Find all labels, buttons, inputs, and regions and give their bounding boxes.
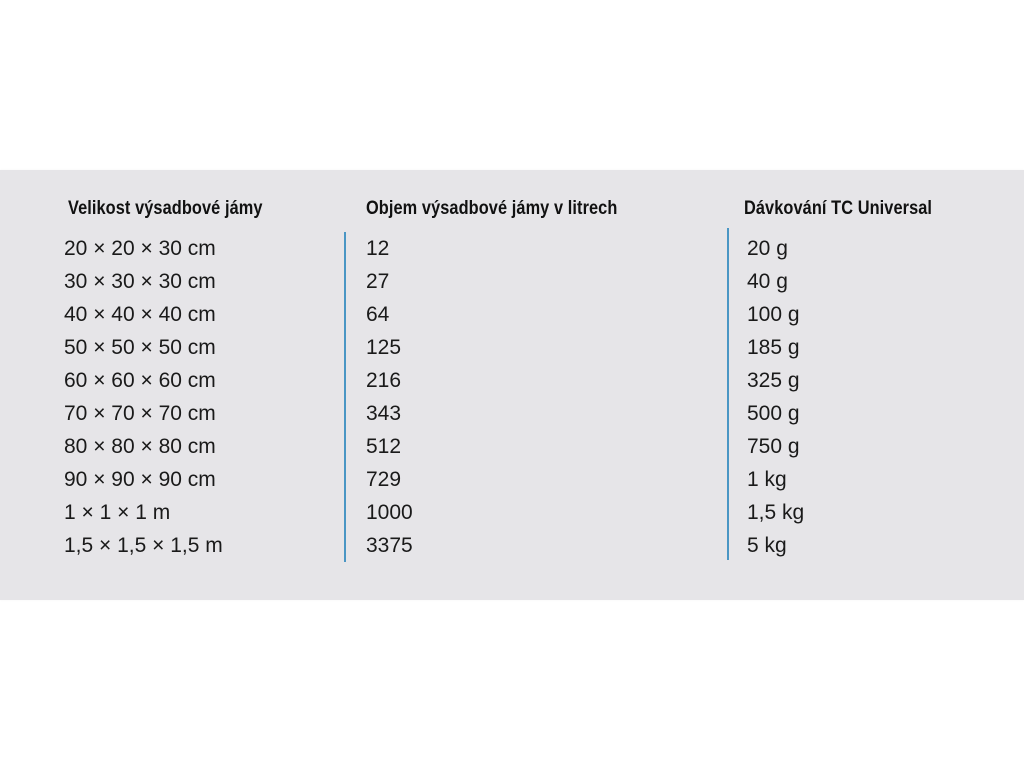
cell-volume: 729: [366, 468, 402, 491]
cell-size: 1 × 1 × 1 m: [64, 501, 171, 524]
column-dosage: [747, 232, 804, 562]
dosage-table-card: [0, 170, 1024, 600]
cell-dosage: 20 g: [747, 237, 788, 260]
cell-dosage: 100 g: [747, 303, 800, 326]
cell-size: 80 × 80 × 80 cm: [64, 435, 216, 458]
cell-size: 40 × 40 × 40 cm: [64, 303, 216, 326]
cell-volume: 343: [366, 402, 402, 425]
cell-dosage: 5 kg: [747, 534, 787, 557]
cell-dosage: 325 g: [747, 369, 800, 392]
cell-size: 90 × 90 × 90 cm: [64, 468, 216, 491]
column-pit-volume: [366, 232, 413, 562]
cell-dosage: 1 kg: [747, 468, 787, 491]
cell-dosage: 185 g: [747, 336, 800, 359]
cell-volume: 27: [366, 270, 390, 293]
header-pit-size: Velikost výsadbové jámy: [68, 198, 263, 219]
header-pit-volume: Objem výsadbové jámy v litrech: [366, 198, 618, 219]
header-dosage: Dávkování TC Universal: [744, 198, 933, 219]
cell-dosage: 40 g: [747, 270, 788, 293]
cell-size: 60 × 60 × 60 cm: [64, 369, 216, 392]
cell-size: 30 × 30 × 30 cm: [64, 270, 216, 293]
cell-volume: 12: [366, 237, 390, 260]
cell-dosage: 750 g: [747, 435, 800, 458]
cell-volume: 64: [366, 303, 390, 326]
column-pit-size: [64, 232, 223, 562]
cell-dosage: 500 g: [747, 402, 800, 425]
cell-size: 50 × 50 × 50 cm: [64, 336, 216, 359]
column-divider-1: [344, 232, 346, 562]
cell-volume: 3375: [366, 534, 413, 557]
cell-volume: 512: [366, 435, 402, 458]
cell-volume: 1000: [366, 501, 413, 524]
column-divider-2: [727, 228, 729, 560]
cell-dosage: 1,5 kg: [747, 501, 805, 524]
cell-volume: 125: [366, 336, 402, 359]
cell-size: 70 × 70 × 70 cm: [64, 402, 216, 425]
cell-size: 1,5 × 1,5 × 1,5 m: [64, 534, 223, 557]
cell-size: 20 × 20 × 30 cm: [64, 237, 216, 260]
cell-volume: 216: [366, 369, 402, 392]
